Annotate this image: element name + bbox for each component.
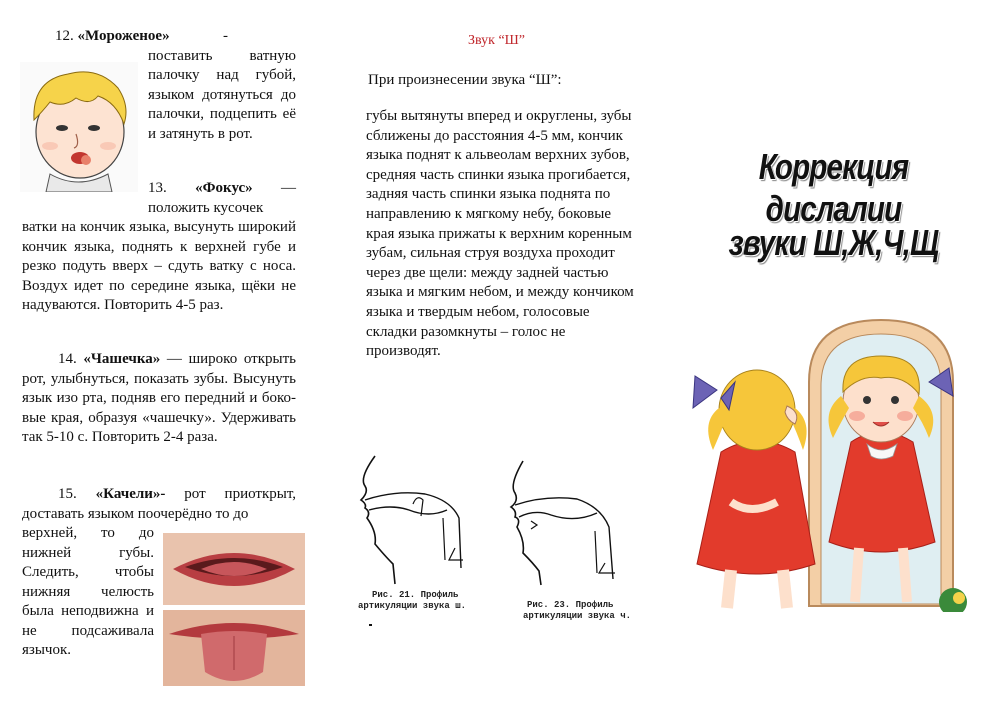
sound-intro: При произнесении звука “Ш”: — [368, 72, 562, 88]
exercise-number: 12. — [55, 28, 74, 44]
cover-heading-line1: Коррекция дислалии — [758, 146, 909, 229]
figure-caption-1 — [358, 590, 498, 612]
exercise-title: «Фокус» — [195, 180, 253, 196]
exercise-number: 15. — [58, 486, 77, 502]
middle-panel — [333, 0, 666, 707]
cover-panel — [667, 0, 1000, 707]
boy-face-illustration — [20, 62, 138, 192]
exercise-number: 14. — [58, 351, 77, 367]
exercise-12-text — [148, 27, 296, 144]
articulation-profile-ch — [501, 455, 641, 590]
sound-description: губы вытянуты вперед и округлены, зубы сближены до расстояния 4-5 мм, кончик языка поднят к альвеолам верхних зубов, средняя часть спинки языка прогибается, задняя часть спинки языка поднята по направлению к мягкому небу, боковые края языка прижаты к верхним коренным зубам, сильная струя воздуха проходит через две щели: между задней частью языка и мягким небом, и между кончиком языка и твердым небом, голосовые складки разомкнуты – голос не производят. — [366, 108, 634, 360]
exercise-12-body: - поставить ватную палочку над губой, языком дотянуться до палочки, подцепить её и затянуть в рот. — [148, 28, 296, 142]
tongue-photo-lower — [163, 610, 305, 686]
articulation-profile-sh — [355, 448, 490, 588]
exercise-14 — [22, 350, 296, 448]
exercise-title: «Чашечка» — [83, 351, 161, 367]
figure-caption-2 — [523, 600, 663, 622]
exercise-13-header — [148, 179, 296, 218]
caption-line: Рис. 21. Профиль — [372, 590, 459, 600]
caption-line: Рис. 23. Профиль — [527, 600, 614, 610]
left-panel — [0, 0, 330, 707]
caption-line: артикуляции звука ш. — [358, 601, 467, 611]
exercise-15-intro — [22, 485, 296, 524]
cover-heading-line2: звуки Ш,Ж,Ч,Щ — [728, 222, 939, 263]
exercise-13-lead: — положить кусочек — [148, 180, 297, 216]
exercise-title: «Качели»- — [95, 486, 166, 502]
caption-line: артикуляции звука ч. — [523, 611, 632, 621]
exercise-13-body: ватки на кончик языка, высунуть широкий кончик языка, поднять к верхней губе и резко подуть вверх – сдуть ватку с носа. Воздух идет по середине языка, щёки не надуваются. Повторить 4-5 раз. — [22, 219, 296, 313]
caption-dot — [369, 624, 372, 626]
exercise-title: «Мороженое» — [77, 28, 170, 44]
exercise-number: 13. — [148, 180, 167, 196]
exercise-15-body: верхней, то до нижней губы. Следить, чтобы нижняя челюсть была неподвижна и не подсаживала язычок. — [22, 525, 154, 658]
tongue-photo-upper — [163, 533, 305, 605]
exercise-15-lead: рот приоткрыт, доставать языком поочерёдно то до — [22, 486, 297, 522]
exercise-14-body: — широко открыть рот, улыбнуться, показать зубы. Высунуть язык изо рта, подняв его передний и боко-вые края, образуя «чашечку». Удерживать так 5-10 с. Повторить 2-4 раза. — [22, 351, 296, 445]
girl-mirror-illustration — [691, 312, 1000, 612]
sound-title: Звук “Ш” — [468, 33, 525, 48]
